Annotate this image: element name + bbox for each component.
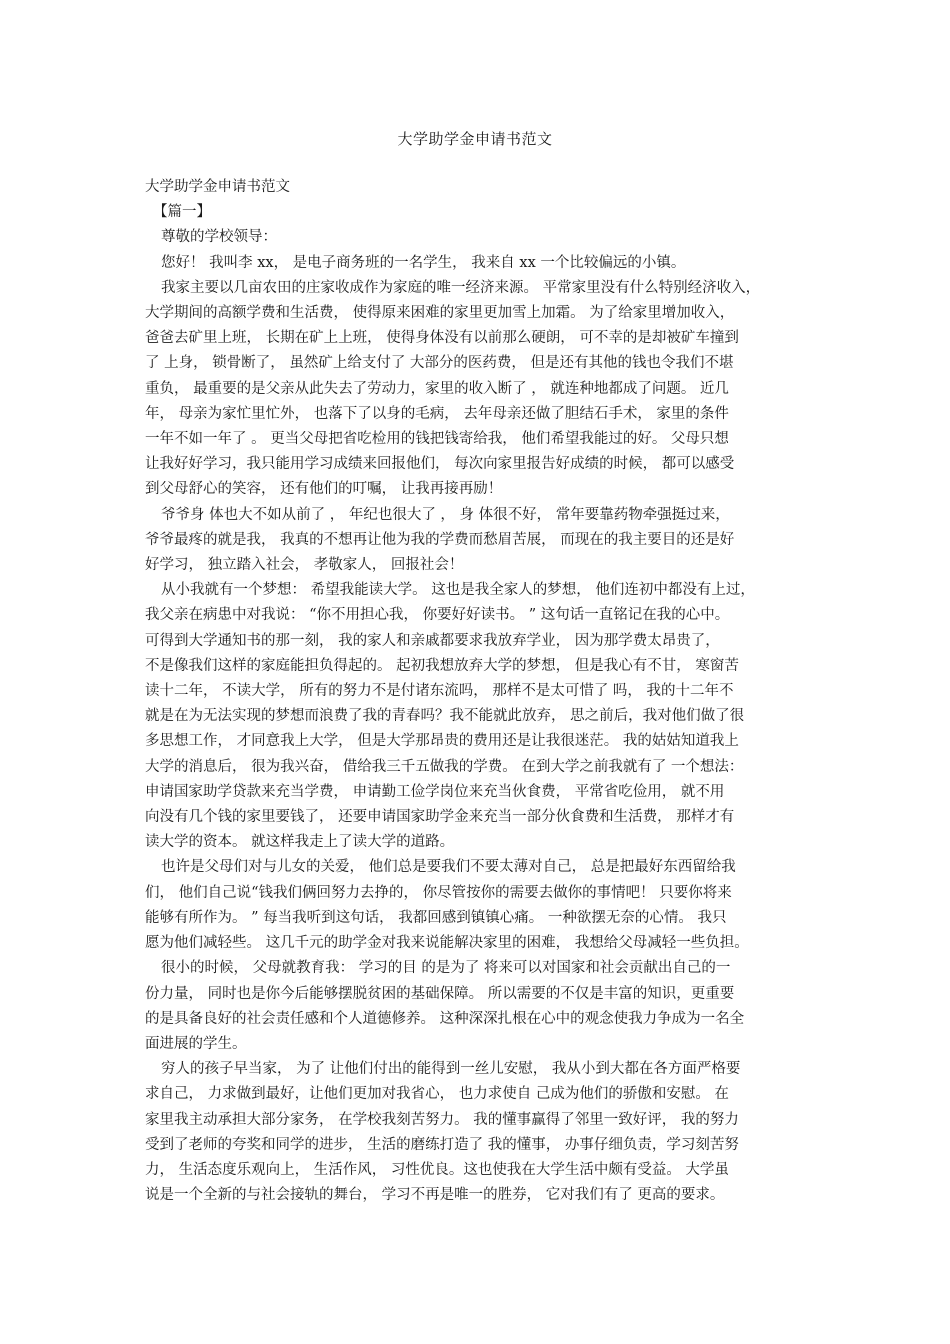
body-line: 从小我就有一个梦想： 希望我能读大学。 这也是我全家人的梦想， 他们连初中都没有上过， — [161, 582, 755, 599]
body-line: 求自己， 力求做到最好，让他们更加对我省心， 也力求使自 己成为他们的骄傲和安慰。 在 — [145, 1086, 729, 1103]
body-line: 好学习， 独立踏入社会， 孝敬家人， 回报社会！ — [145, 557, 464, 574]
body-line: 家里我主动承担大部分家务， 在学校我刻苦努力。 我的懂事赢得了邻里一致好评， 我的努力 — [145, 1111, 739, 1128]
section-label: 【篇一】 — [153, 204, 211, 221]
document-title: 大学助学金申请书范文 — [397, 130, 553, 148]
body-line: 年， 母亲为家忙里忙外， 也落下了以身的毛病， 去年母亲还做了胆结石手术， 家里的条件 — [145, 405, 729, 422]
body-line: 了 上身， 锁骨断了， 虽然矿上给支付了 大部分的医药费， 但是还有其他的钱也令我们不堪 — [145, 355, 734, 372]
body-line: 申请国家助学贷款来充当学费， 申请勤工俭学岗位来充当伙食费， 平常省吃俭用， 就不用 — [145, 783, 725, 800]
body-line: 说是一个全新的与社会接轨的舞台， 学习不再是唯一的胜券， 它对我们有了 更高的要求。 — [145, 1187, 725, 1204]
body-line: 就是在为无法实现的梦想而浪费了我的青春吗？我不能就此放弃， 思之前后，我对他们做了很 — [145, 708, 745, 725]
body-line: 力， 生活态度乐观向上， 生活作风， 习性优良。这也使我在大学生活中颇有受益。 大学虽 — [145, 1161, 729, 1178]
body-line: 一年不如一年了 。 更当父母把省吃检用的钱把钱寄给我， 他们希望我能过的好。 父母只想 — [145, 431, 729, 448]
body-line: 可得到大学通知书的那一刻， 我的家人和亲戚都要求我放弃学业， 因为那学费太昂贵了， — [145, 632, 720, 649]
body-line: 也许是父母们对与儿女的关爱， 他们总是要我们不要太薄对自己， 总是把最好东西留给我 — [161, 859, 736, 876]
body-line: 尊敬的学校领导： — [161, 229, 277, 246]
document-heading: 大学助学金申请书范文 — [145, 179, 290, 195]
body-line: 我父亲在病患中对我说： “你不用担心我， 你要好好读书。 ” 这句话一直铭记在我的心中。 — [145, 607, 730, 624]
body-line: 读十二年， 不读大学， 所有的努力不是付诸东流吗， 那样不是太可惜了 吗， 我的十二年不 — [145, 683, 734, 700]
body-line: 重负， 最重要的是父亲从此失去了劳动力，家里的收入断了 ， 就连种地都成了问题。 近几 — [145, 380, 729, 397]
body-line: 能够有所作为。 ” 每当我听到这句话， 我都回感到镇镇心痛。 一种欲摆无奈的心情。 我只 — [145, 909, 727, 926]
body-line: 让我好好学习，我只能用学习成绩来回报他们， 每次向家里报告好成绩的时候， 都可以感受 — [145, 456, 735, 473]
body-line: 面进展的学生。 — [145, 1035, 247, 1052]
body-line: 向没有几个钱的家里要钱了， 还要申请国家助学金来充当一部分伙食费和生活费， 那样才有 — [145, 809, 735, 826]
body-line: 多思想工作， 才同意我上大学， 但是大学那昂贵的费用还是让我很迷茫。 我的姑姑知道我上 — [145, 733, 739, 750]
body-line: 大学期间的高额学费和生活费， 使得原来困难的家里更加雪上加霜。 为了给家里增加收入， — [145, 305, 735, 322]
body-line: 到父母舒心的笑容， 还有他们的叮嘱， 让我再接再励！ — [145, 481, 503, 498]
body-line: 份力量， 同时也是你今后能够摆脱贫困的基础保障。 所以需要的不仅是丰富的知识，更重要 — [145, 985, 735, 1002]
body-line: 爷爷最疼的就是我， 我真的不想再让他为我的学费而愁眉苦展， 而现在的我主要目的还是好 — [145, 531, 735, 548]
body-line: 们， 他们自己说“钱我们俩回努力去挣的， 你尽管按你的需要去做你的事情吧！ 只要你将来 — [145, 884, 732, 901]
body-line: 我家主要以几亩农田的庄家收成作为家庭的唯一经济来源。 平常家里没有什么特别经济收入， — [161, 279, 761, 296]
body-line: 大学的消息后， 很为我兴奋， 借给我三千五做我的学费。 在到大学之前我就有了 一个想法： — [145, 758, 744, 775]
body-line: 读大学的资本。 就这样我走上了读大学的道路。 — [145, 834, 455, 851]
body-line: 爸爸去矿里上班， 长期在矿上上班， 使得身体没有以前那么硬朗， 可不幸的是却被矿车撞到 — [145, 330, 739, 347]
body-line: 愿为他们减轻些。 这几千元的助学金对我来说能解决家里的困难， 我想给父母减轻一些负担。 — [145, 935, 749, 952]
body-line: 穷人的孩子早当家， 为了 让他们付出的能得到一丝儿安慰， 我从小到大都在各方面严格要 — [161, 1061, 741, 1078]
body-line: 爷爷身 体也大不如从前了 ， 年纪也很大了 ， 身 体很不好， 常年要靠药物牵强挺过来， — [161, 506, 730, 523]
body-line: 的是具备良好的社会责任感和个人道德修养。 这种深深扎根在心中的观念使我力争成为一名全 — [145, 1010, 745, 1027]
body-line: 您好！ 我叫李 xx， 是电子商务班的一名学生， 我来自 xx 一个比较偏远的小镇。 — [161, 254, 686, 271]
document-body — [145, 175, 825, 1208]
body-line: 不是像我们这样的家庭能担负得起的。 起初我想放弃大学的梦想， 但是我心有不甘， 寒窗苦 — [145, 657, 739, 674]
body-line: 很小的时候， 父母就教育我： 学习的目 的是为了 将来可以对国家和社会贡献出自己的一 — [161, 960, 731, 977]
body-line: 受到了老师的夸奖和同学的进步， 生活的磨练打造了 我的懂事， 办事仔细负责，学习刻苦努 — [145, 1136, 739, 1153]
